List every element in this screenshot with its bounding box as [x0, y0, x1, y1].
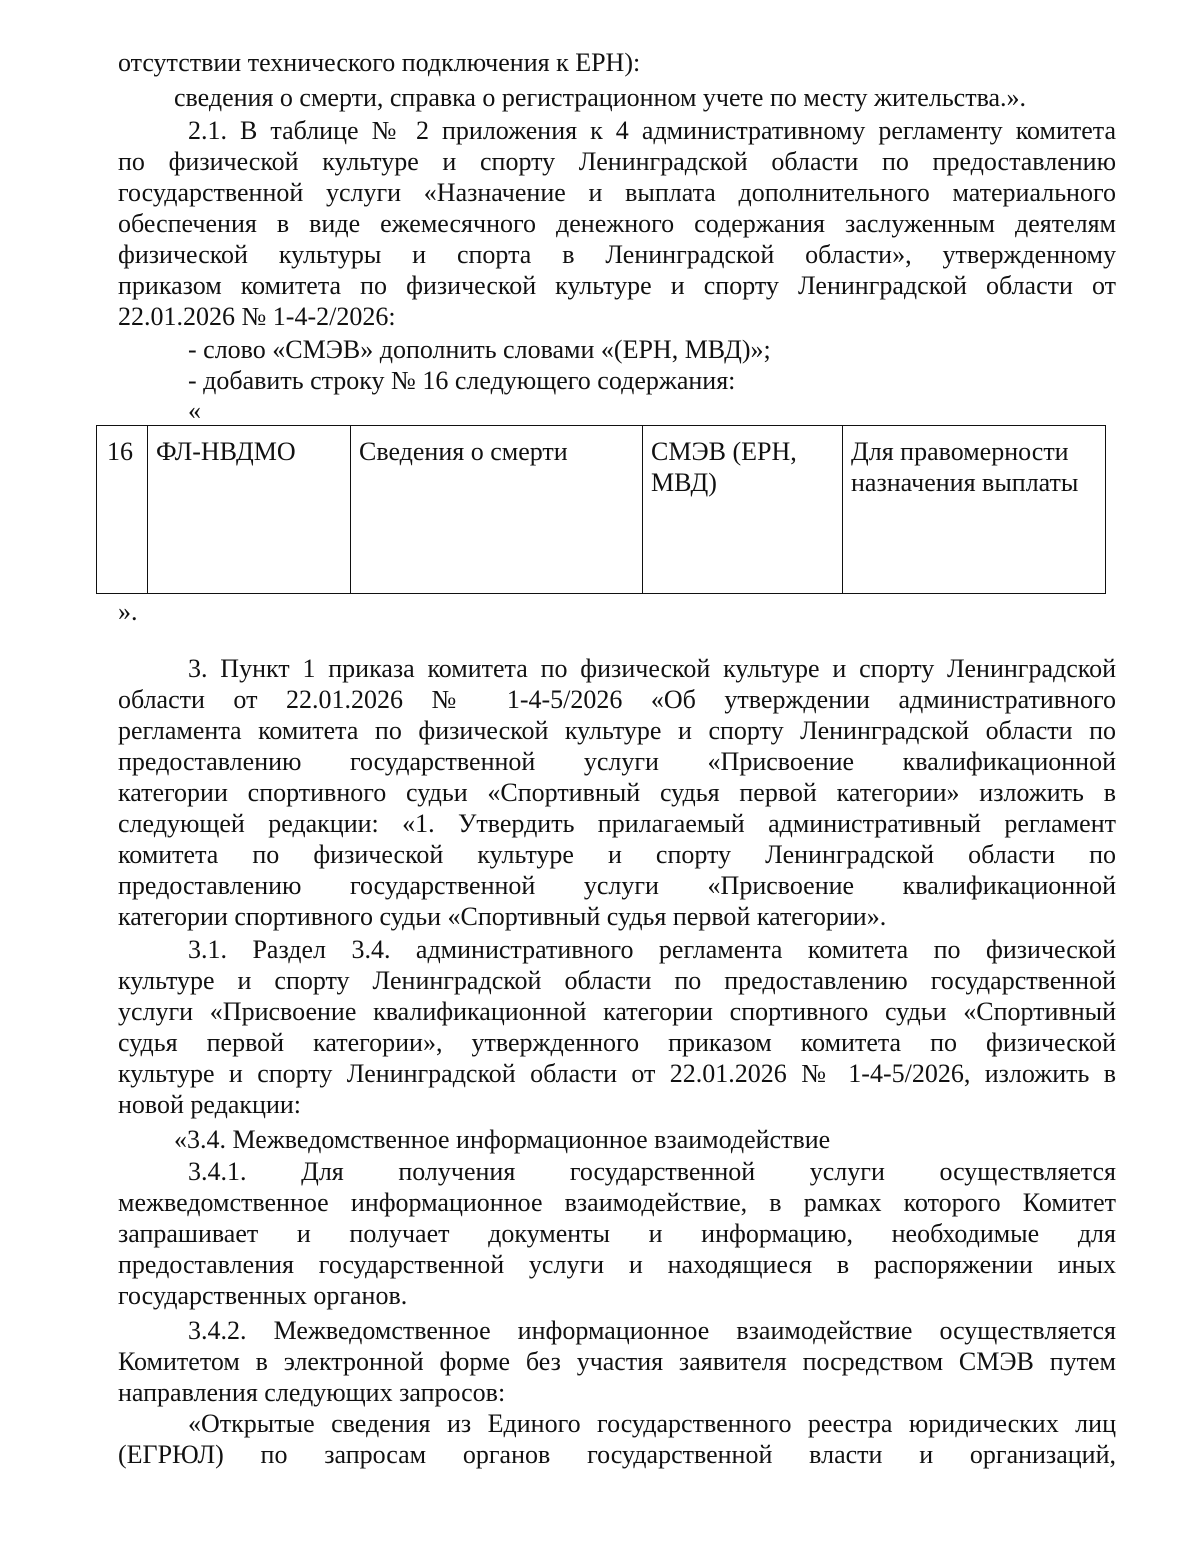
text-line: 3.1. Раздел 3.4. административного регламента комитета по физической	[188, 935, 1116, 964]
text-line: культуре и спорту Ленинградской области от 22.01.2026 № 1-4-5/2026, изложить в	[118, 1059, 1116, 1088]
text-line: приказом комитета по физической культуре и спорту Ленинградской области от	[118, 271, 1116, 300]
quote-open: «	[188, 396, 201, 425]
text-line: категории спортивного судьи «Спортивный судья первой категории» изложить в	[118, 778, 1116, 807]
text-line: Комитетом в электронной форме без участия заявителя посредством СМЭВ путем	[118, 1347, 1116, 1376]
text-line: области от 22.01.2026 № 1-4-5/2026 «Об утверждении административного	[118, 685, 1116, 714]
text-line: следующей редакции: «1. Утвердить прилагаемый административный регламент	[118, 809, 1116, 838]
text-line: 2.1. В таблице № 2 приложения к 4 административному регламенту комитета	[188, 116, 1116, 145]
text-line: категории спортивного судьи «Спортивный судья первой категории».	[118, 902, 887, 931]
text-line: отсутствии технического подключения к ЕРН):	[118, 48, 641, 77]
cell-number: 16	[97, 426, 148, 594]
text-line: - добавить строку № 16 следующего содержания:	[188, 366, 736, 395]
table-row	[97, 426, 1106, 594]
text-line: комитета по физической культуре и спорту Ленинградской области по	[118, 840, 1116, 869]
text-line: 22.01.2026 № 1-4-2/2026:	[118, 302, 396, 331]
cell-code: ФЛ-НВДМО	[148, 426, 351, 594]
text-line: культуре и спорту Ленинградской области по предоставлению государственной	[118, 966, 1116, 995]
cell-purpose: Для правомерности назначения выплаты	[843, 426, 1106, 594]
text-line: по физической культуре и спорту Ленинградской области по предоставлению	[118, 147, 1116, 176]
text-line: государственных органов.	[118, 1281, 408, 1310]
text-line: государственной услуги «Назначение и выплата дополнительного материального	[118, 178, 1116, 207]
text-line: сведения о смерти, справка о регистрационном учете по месту жительства.».	[174, 83, 1027, 112]
text-line: 3. Пункт 1 приказа комитета по физической культуре и спорту Ленинградской	[188, 654, 1116, 683]
text-line: предоставления государственной услуги и находящиеся в распоряжении иных	[118, 1250, 1116, 1279]
text-line: направления следующих запросов:	[118, 1378, 506, 1407]
text-line: обеспечения в виде ежемесячного денежного содержания заслуженным деятелям	[118, 209, 1116, 238]
text-line: физической культуры и спорта в Ленинградской области», утвержденному	[118, 240, 1116, 269]
text-line: судья первой категории», утвержденного приказом комитета по физической	[118, 1028, 1116, 1057]
text-line: 3.4.1. Для получения государственной услуги осуществляется	[188, 1157, 1116, 1186]
text-line: 3.4.2. Межведомственное информационное взаимодействие осуществляется	[188, 1316, 1116, 1345]
text-line: межведомственное информационное взаимодействие, в рамках которого Комитет	[118, 1188, 1116, 1217]
text-line: (ЕГРЮЛ) по запросам органов государственной власти и организаций,	[118, 1440, 1116, 1469]
text-line: новой редакции:	[118, 1090, 301, 1119]
cell-document: Сведения о смерти	[351, 426, 643, 594]
cell-source: СМЭВ (ЕРН, МВД)	[643, 426, 843, 594]
quote-close: ».	[118, 597, 138, 626]
text-line: «Открытые сведения из Единого государственного реестра юридических лиц	[188, 1409, 1116, 1438]
text-line: запрашивает и получает документы и информацию, необходимые для	[118, 1219, 1116, 1248]
text-line: регламента комитета по физической культуре и спорту Ленинградской области по	[118, 716, 1116, 745]
text-line: «3.4. Межведомственное информационное взаимодействие	[174, 1125, 831, 1154]
table-row-16	[96, 425, 1106, 594]
text-line: услуги «Присвоение квалификационной категории спортивного судьи «Спортивный	[118, 997, 1116, 1026]
text-line: - слово «СМЭВ» дополнить словами «(ЕРН, МВД)»;	[188, 335, 771, 364]
text-line: предоставлению государственной услуги «Присвоение квалификационной	[118, 747, 1116, 776]
text-line: предоставлению государственной услуги «Присвоение квалификационной	[118, 871, 1116, 900]
